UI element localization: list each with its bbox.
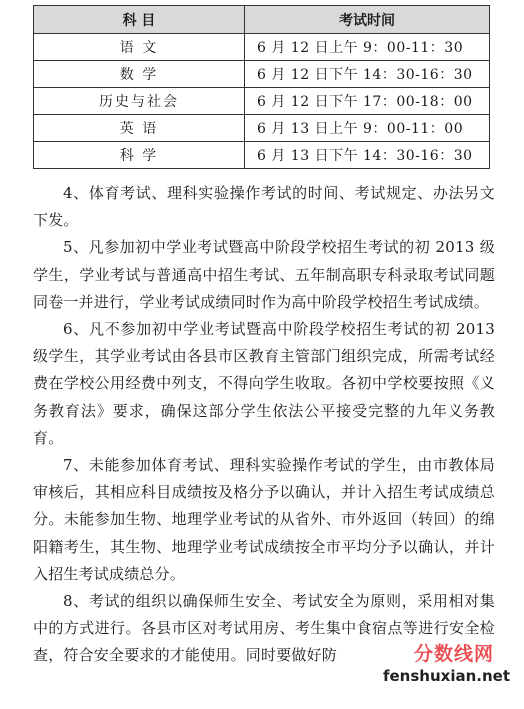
row-time: 6 月 12 日下午 17：00-18：00 <box>245 88 490 115</box>
paragraph-7: 7、未能参加体育考试、理科实验操作考试的学生，由市教体局审核后，其相应科目成绩按及格分予以确认，并计入招生考试成绩总分。未能参加生物、地理学业考试的从省外、市外返回（转回）的绵阳籍考生，其生物、地理学业考试成绩按全市平均分予以确认，并计入招生考试成绩总分。 <box>33 456 495 583</box>
paragraph-5: 5、凡参加初中学业考试暨高中阶段学校招生考试的初 2013 级学生，学业考试与普通高中招生考试、五年制高职专科录取考试同题同卷一并进行，学业考试成绩同时作为高中阶段学校招生考试成绩。 <box>33 238 495 311</box>
paragraph-4: 4、体育考试、理科实验操作考试的时间、考试规定、办法另文下发。 <box>33 184 495 230</box>
row-time: 6 月 13 日下午 14：30-16：30 <box>245 142 490 169</box>
body-text <box>33 180 495 670</box>
site-watermark <box>382 635 516 705</box>
watermark-name: 分数线网 <box>413 643 494 665</box>
paragraph-6: 6、凡不参加初中学业考试暨高中阶段学校招生考试的初 2013 级学生，其学业考试由各县市区教育主管部门组织完成，所需考试经费在学校公用经费中列支，不得向学生收取。各初中学校要按照《义务教育法》要求，确保这部分学生依法公平接受完整的九年义务教育。 <box>33 320 495 447</box>
table-row <box>34 88 490 115</box>
table-row <box>34 34 490 61</box>
row-subject: 英 语 <box>34 115 245 142</box>
row-time: 6 月 13 日上午 9：00-11：00 <box>245 115 490 142</box>
watermark-url: fenshuxian.net <box>382 667 510 685</box>
row-subject: 数 学 <box>34 61 245 88</box>
table-row <box>34 142 490 169</box>
row-time: 6 月 12 日下午 14：30-16：30 <box>245 61 490 88</box>
paragraph-8: 8、考试的组织以确保师生安全、考试安全为原则，采用相对集中的方式进行。各县市区对考试用房、考生集中食宿点等进行安全检查，符合安全要求的才能使用。同时要做好防 <box>33 592 495 665</box>
exam-schedule-table <box>33 5 490 169</box>
table-row <box>34 115 490 142</box>
table-row <box>34 61 490 88</box>
header-exam-time: 考试时间 <box>245 6 490 34</box>
header-subject: 科 目 <box>34 6 245 34</box>
row-subject: 科 学 <box>34 142 245 169</box>
row-subject: 语 文 <box>34 34 245 61</box>
row-subject: 历史与社会 <box>34 88 245 115</box>
table-header-row <box>34 6 490 34</box>
row-time: 6 月 12 日上午 9：00-11：30 <box>245 34 490 61</box>
